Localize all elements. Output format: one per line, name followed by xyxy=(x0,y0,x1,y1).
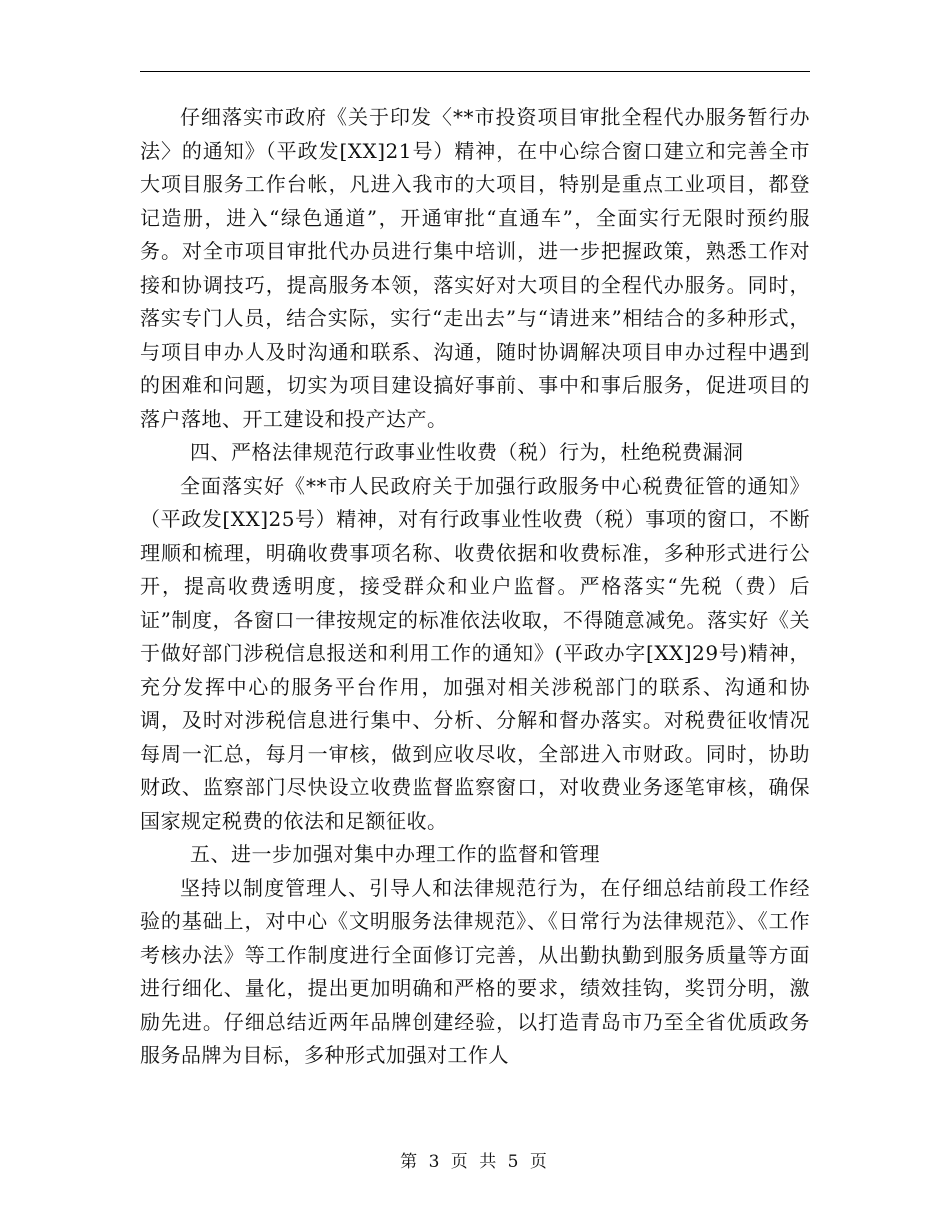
document-body xyxy=(140,101,810,1073)
section-heading-five: 五、进一步加强对集中办理工作的监督和管理 xyxy=(190,842,600,866)
paragraph-supervision: 坚持以制度管理人、引导人和法律规范行为，在仔细总结前段工作经验的基础上，对中心《文明服务法律规范》、《日常行为法律规范》、《工作考核办法》等工作制度进行全面修订完善，从出勤执勤到服务质量等方面进行细化、量化，提出更加明确和严格的要求，绩效挂钩，奖罚分明，激励先进。仔细总结近两年品牌创建经验，以打造青岛市乃至全省优质政务服务品牌为目标，多种形式加强对工作人 xyxy=(140,875,810,1067)
section-heading-four: 四、严格法律规范行政事业性收费（税）行为，杜绝税费漏洞 xyxy=(190,440,744,464)
header-rule xyxy=(140,71,810,72)
paragraph-project-service: 仔细落实市政府《关于印发〈**市投资项目审批全程代办服务暂行办法〉的通知》（平政发[XX]21号）精神，在中心综合窗口建立和完善全市大项目服务工作台帐，凡进入我市的大项目，特别是重点工业项目，都登记造册，进入“绿色通道”，开通审批“直通车”，全面实行无限时预约服务。对全市项目审批代办员进行集中培训，进一步把握政策，熟悉工作对接和协调技巧，提高服务本领，落实好对大项目的全程代办服务。同时，落实专门人员，结合实际，实行“走出去”与“请进来”相结合的多种形式，与项目申办人及时沟通和联系、沟通，随时协调解决项目申办过程中遇到的困难和问题，切实为项目建设搞好事前、事中和事后服务，促进项目的落户落地、开工建设和投产达产。 xyxy=(140,105,810,431)
page-number: 第 3 页 共 5 页 xyxy=(400,1152,550,1172)
paragraph-tax-collection: 全面落实好《**市人民政府关于加强行政服务中心税费征管的通知》（平政发[XX]25号）精神，对有行政事业性收费（税）事项的窗口，不断理顺和梳理，明确收费事项名称、收费依据和收费标准，多种形式进行公开，提高收费透明度，接受群众和业户监督。严格落实“先税（费）后证”制度，各窗口一律按规定的标准依法收取，不得随意减免。落实好《关于做好部门涉税信息报送和利用工作的通知》(平政办字[XX]29号)精神，充分发挥中心的服务平台作用，加强对相关涉税部门的联系、沟通和协调，及时对涉税信息进行集中、分析、分解和督办落实。对税费征收情况每周一汇总，每月一审核，做到应收尽收，全部进入市财政。同时，协助财政、监察部门尽快设立收费监督监察窗口，对收费业务逐笔审核，确保国家规定税费的依法和足额征收。 xyxy=(140,473,810,833)
